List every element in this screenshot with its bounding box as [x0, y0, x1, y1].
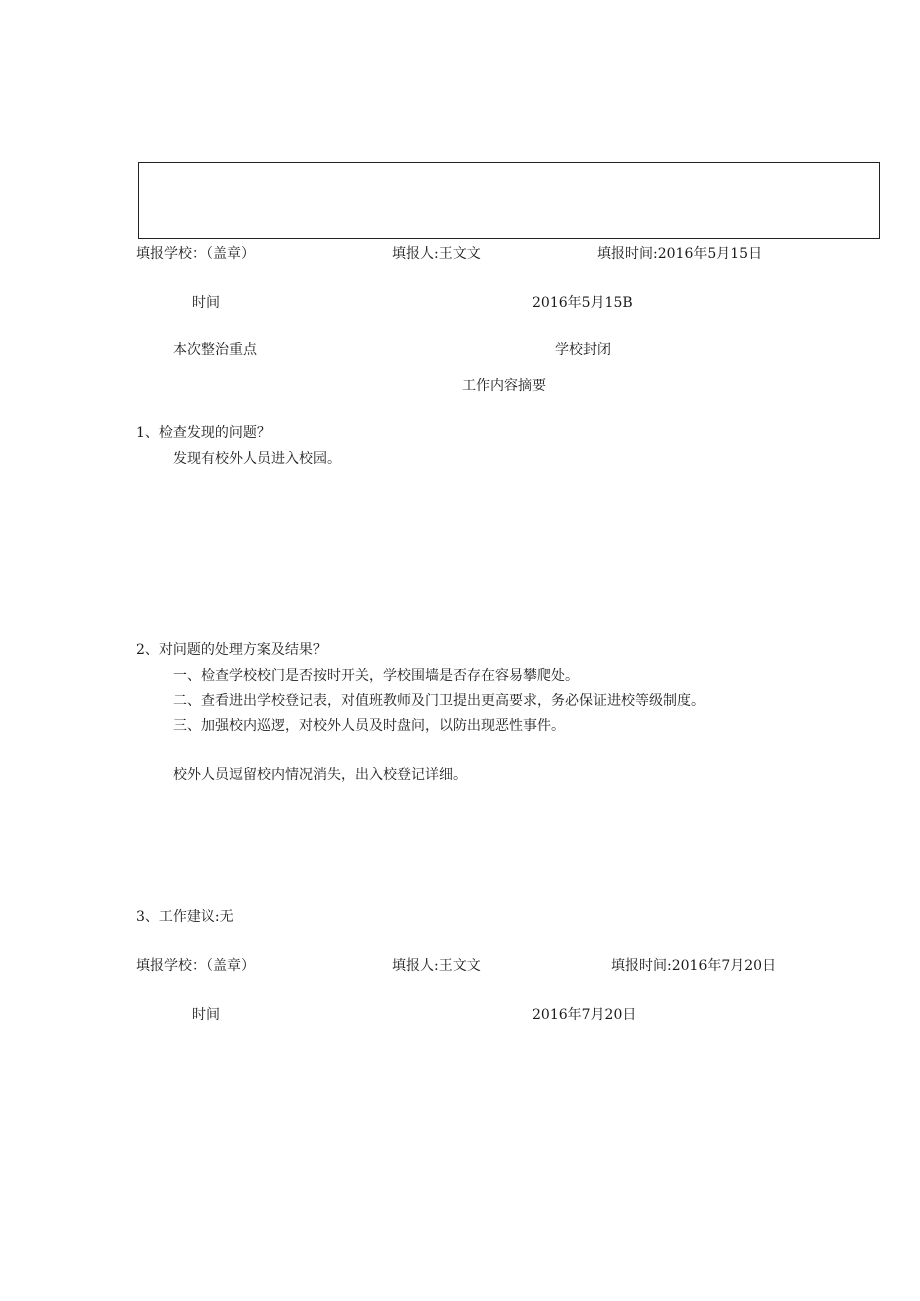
focus-label: 本次整治重点: [173, 342, 257, 358]
q2-item-3: 三、加强校内巡逻，对校外人员及时盘问，以防出现恶性事件。: [173, 718, 565, 734]
fill-time-1: 填报时间:2016年5月15日: [597, 246, 763, 262]
header-box: [138, 162, 880, 239]
time-value-2: 2016年7月20日: [532, 1007, 637, 1023]
q2-item-2: 二、查看进出学校登记表，对值班教师及门卫提出更高要求，务必保证进校等级制度。: [173, 693, 705, 709]
fill-reporter-2: 填报人:王文文: [392, 958, 481, 974]
q2-item-1: 一、检查学校校门是否按时开关，学校围墙是否存在容易攀爬处。: [173, 668, 579, 684]
q2-result: 校外人员逗留校内情况消失，出入校登记详细。: [173, 767, 467, 783]
q1-title: 1、检查发现的问题？: [136, 425, 271, 441]
time-label-1: 时间: [192, 295, 220, 311]
fill-reporter-1: 填报人:王文文: [392, 246, 481, 262]
time-value-1: 2016年5月15B: [532, 295, 633, 311]
fill-school-1: 填报学校：（盖章）: [136, 246, 255, 262]
summary-header: 工作内容摘要: [462, 378, 546, 394]
fill-school-2: 填报学校：（盖章）: [136, 958, 255, 974]
q1-body: 发现有校外人员进入校园。: [173, 451, 341, 467]
focus-value: 学校封闭: [555, 342, 611, 358]
q2-title: 2、对问题的处理方案及结果？: [136, 642, 327, 658]
fill-time-2: 填报时间:2016年7月20日: [611, 958, 777, 974]
q3-suggestion: 3、工作建议:无: [136, 909, 234, 925]
time-label-2: 时间: [192, 1007, 220, 1023]
